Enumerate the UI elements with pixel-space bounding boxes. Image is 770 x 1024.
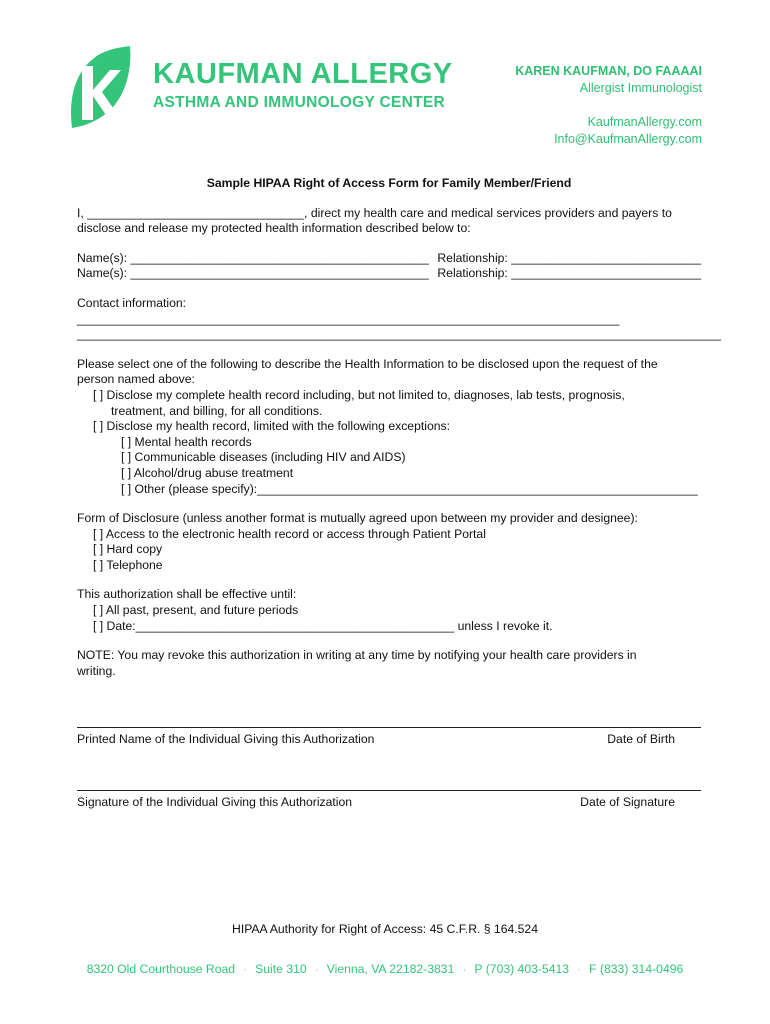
footer-separator: · — [243, 962, 248, 976]
signature-block — [77, 790, 701, 811]
selection-instruction: Please select one of the following to describe the Health Information to be disclosed upon the request of the — [77, 356, 658, 371]
exception-other[interactable]: [ ] Other (please specify):_________________________________________________________________ — [121, 481, 698, 496]
option-complete-record-cont: treatment, and billing, for all conditions. — [111, 403, 323, 418]
footer-city: Vienna, VA 22182-3831 — [326, 962, 455, 976]
signature-label: Signature of the Individual Giving this Authorization — [77, 795, 353, 809]
effective-option-all[interactable]: [ ] All past, present, and future periods — [93, 603, 299, 618]
hipaa-authority: HIPAA Authority for Right of Access: 45 C.F.R. § 164.524 — [232, 922, 538, 936]
contact-info — [77, 295, 721, 343]
website-link[interactable]: KaufmanAllergy.com — [587, 115, 702, 129]
brand-name: KAUFMAN ALLERGY — [153, 58, 453, 90]
effective-heading: This authorization shall be effective until: — [77, 587, 297, 602]
disclosure-form — [77, 511, 701, 573]
health-info-selection — [77, 357, 701, 497]
footer-suite: Suite 310 — [255, 962, 307, 976]
intro-line: disclose and release my protected health information described below to: — [77, 221, 471, 236]
kaufman-leaf-logo-icon — [66, 44, 134, 132]
doctor-specialty: Allergist Immunologist — [579, 81, 702, 95]
header-contact — [515, 63, 702, 148]
intro-line: I, ________________________________, direct my health care and medical services providers and payers to — [77, 205, 672, 220]
footer-phone[interactable]: P (703) 403-5413 — [474, 962, 570, 976]
note-text: writing. — [77, 663, 116, 678]
footer-separator: · — [462, 962, 467, 976]
footer-fax: F (833) 314-0496 — [589, 962, 684, 976]
contact-info-field[interactable]: _______________________________________________________________________________________________ — [77, 327, 721, 342]
recipient-relationship-field[interactable]: Relationship: ____________________________ — [437, 250, 701, 265]
disclosure-option-telephone[interactable]: [ ] Telephone — [93, 557, 163, 572]
contact-info-field[interactable]: Contact information: ________________________________________________________________________________ — [77, 295, 620, 326]
printed-name-line[interactable] — [77, 727, 701, 728]
disclosure-option-hard-copy[interactable]: [ ] Hard copy — [93, 542, 163, 557]
brand-subtitle: ASTHMA AND IMMUNOLOGY CENTER — [153, 94, 445, 111]
effective-option-date[interactable]: [ ] Date:_______________________________________________ unless I revoke it. — [93, 618, 553, 633]
recipient-row — [77, 251, 701, 267]
exception-mental-health[interactable]: [ ] Mental health records — [121, 434, 252, 449]
revocation-note — [77, 648, 701, 679]
footer-separator: · — [577, 962, 582, 976]
footer-address — [0, 962, 770, 976]
date-of-birth-label: Date of Birth — [607, 732, 675, 746]
doctor-name: KAREN KAUFMAN, DO FAAAAI — [515, 64, 702, 78]
footer-separator: · — [314, 962, 319, 976]
selection-instruction: person named above: — [77, 372, 195, 387]
signature-line[interactable] — [77, 790, 701, 791]
form-title: Sample HIPAA Right of Access Form for Family Member/Friend — [206, 176, 572, 190]
option-limited-record[interactable]: [ ] Disclose my health record, limited with the following exceptions: — [93, 419, 450, 434]
email-link[interactable]: Info@KaufmanAllergy.com — [554, 132, 702, 146]
disclosure-heading: Form of Disclosure (unless another format is mutually agreed upon between my provider and designee): — [77, 511, 638, 526]
recipient-row — [77, 266, 701, 282]
note-text: NOTE: You may revoke this authorization in writing at any time by notifying your health care providers in — [77, 648, 637, 663]
printed-name-block — [77, 727, 701, 748]
effective-period — [77, 587, 701, 634]
exception-communicable[interactable]: [ ] Communicable diseases (including HIV and AIDS) — [121, 450, 406, 465]
hipaa-form — [77, 176, 721, 693]
exception-substance-abuse[interactable]: [ ] Alcohol/drug abuse treatment — [121, 465, 294, 480]
intro-paragraph — [77, 206, 701, 237]
disclosure-option-portal[interactable]: [ ] Access to the electronic health record or access through Patient Portal — [93, 526, 486, 541]
recipient-name-field[interactable]: Name(s): ____________________________________________ — [77, 266, 429, 281]
option-complete-record[interactable]: [ ] Disclose my complete health record including, but not limited to, diagnoses, lab tests, prognosis, — [93, 387, 625, 402]
date-of-signature-label: Date of Signature — [580, 795, 675, 809]
recipients — [77, 251, 701, 282]
printed-name-label: Printed Name of the Individual Giving this Authorization — [77, 732, 375, 746]
footer-street: 8320 Old Courthouse Road — [86, 962, 236, 976]
recipient-name-field[interactable]: Name(s): ____________________________________________ — [77, 250, 429, 265]
recipient-relationship-field[interactable]: Relationship: ____________________________ — [437, 266, 701, 281]
